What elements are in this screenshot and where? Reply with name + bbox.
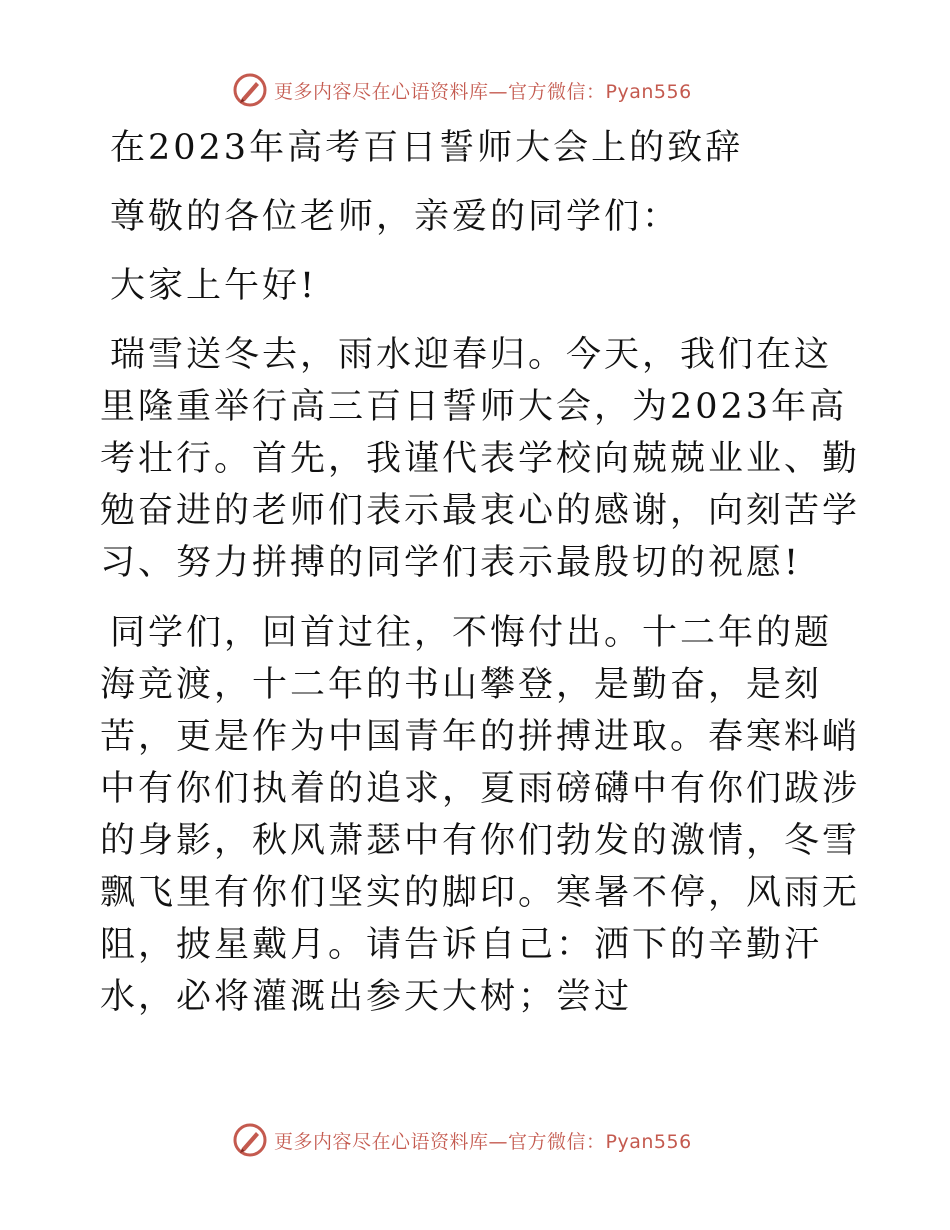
salutation: 尊敬的各位老师，亲爱的同学们： — [110, 197, 681, 237]
watermark-text: 更多内容尽在心语资料库—官方微信：Pyan556 — [274, 1130, 692, 1153]
document-body — [100, 122, 860, 1041]
watermark-header — [232, 70, 692, 110]
document-title: 在2023年高考百日誓师大会上的致辞 — [110, 128, 744, 168]
watermark-text: 更多内容尽在心语资料库—官方微信：Pyan556 — [274, 80, 692, 103]
paragraph-2: 同学们，回首过往，不悔付出。十二年的题海竞渡，十二年的书山攀登，是勤奋，是刻苦，更是作为中国青年的拼搏进取。春寒料峭中有你们执着的追求，夏雨磅礴中有你们跋涉的身影，秋风萧瑟中有你们勃发的激情，冬雪飘飞里有你们坚实的脚印。寒暑不停，风雨无阻，披星戴月。请告诉自己：洒下的辛勤汗水，必将灌溉出参天大树；尝过 — [100, 613, 861, 1017]
watermark-footer — [232, 1120, 692, 1160]
pen-logo-icon — [232, 72, 268, 108]
greeting: 大家上午好! — [110, 266, 318, 306]
paragraph-1: 瑞雪送冬去，雨水迎春归。今天，我们在这里隆重举行高三百日誓师大会，为2023年高考壮行。首先，我谨代表学校向兢兢业业、勤勉奋进的老师们表示最衷心的感谢，向刻苦学习、努力拼搏的同学们表示最殷切的祝愿! — [100, 335, 861, 583]
pen-logo-icon — [232, 1122, 268, 1158]
